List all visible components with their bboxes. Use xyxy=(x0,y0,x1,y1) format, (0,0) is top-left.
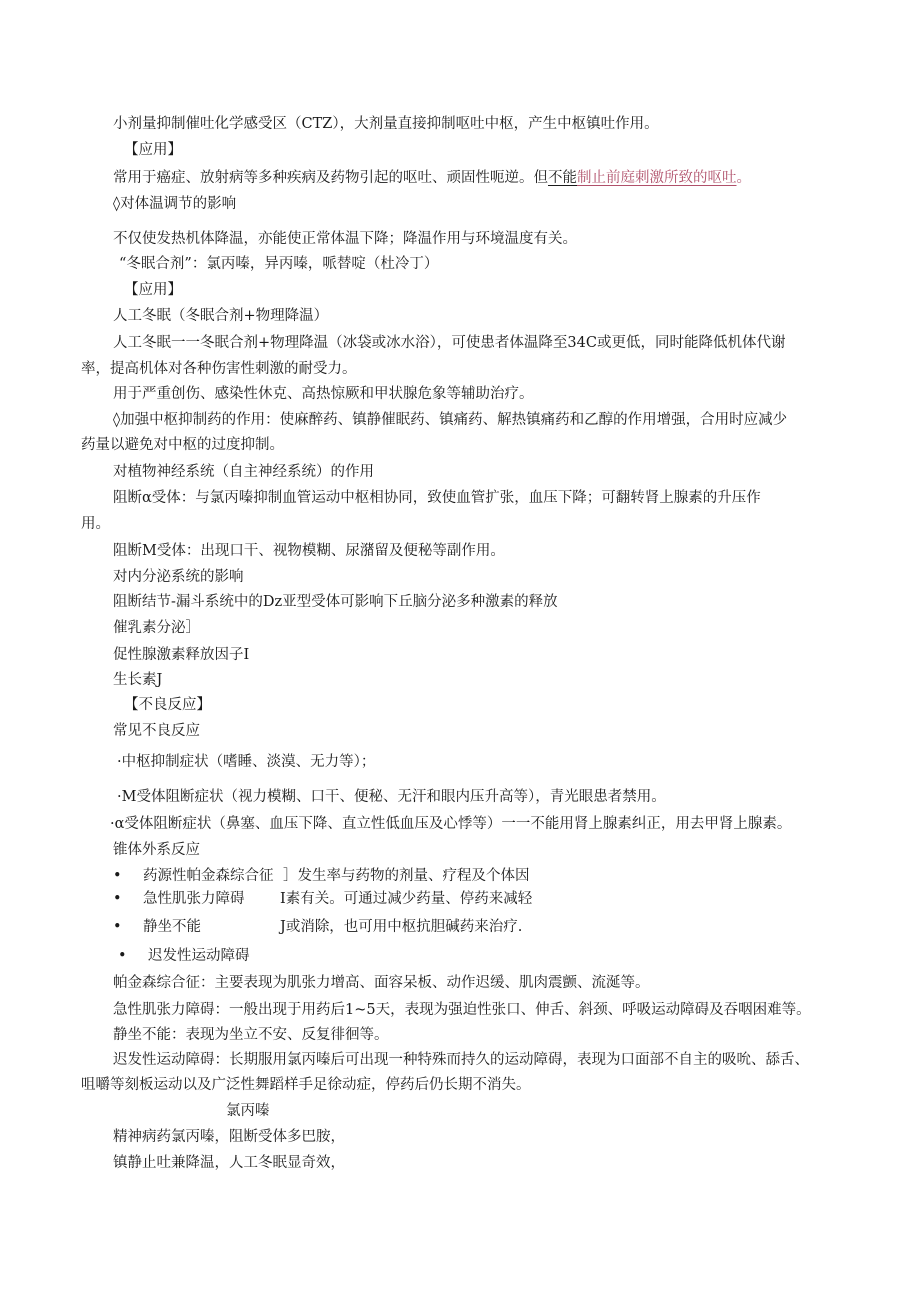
text-line: 率，提高机体对各种伤害性刺激的耐受力。 xyxy=(81,361,357,377)
text-segment: 常用于癌症、放射病等多种疾病及药物引起的呕吐、顽固性呃逆。但 xyxy=(113,170,548,186)
list-item: ·M受体阻断症状（视力模糊、口干、便秘、无汗和眼内压升高等），青光眼患者禁用。 xyxy=(117,789,666,805)
text-line: 用。 xyxy=(81,516,110,532)
text-line xyxy=(113,168,751,188)
text-line: 常见不良反应 xyxy=(113,723,200,739)
bullet-icon: • xyxy=(113,891,122,907)
list-item-label: 药源性帕金森综合征 xyxy=(143,868,274,884)
text-line: 急性肌张力障碍：一般出现于用药后1~5天，表现为强迫性张口、伸舌、斜颈、呼吸运动障碍及吞咽困难等。 xyxy=(113,1002,811,1018)
page-title: 氯丙嗪 xyxy=(226,1103,270,1119)
list-item xyxy=(113,889,533,909)
text-line: 咀嚼等刻板运动以及广泛性舞蹈样手足徐动症，停药后仍长期不消失。 xyxy=(81,1077,531,1093)
text-line: 人工冬眠一一冬眠合剂+物理降温（冰袋或冰水浴），可使患者体温降至34C或更低，同时能降低机体代谢 xyxy=(113,335,786,351)
text-line: 静坐不能：表现为坐立不安、反复徘徊等。 xyxy=(113,1027,389,1043)
text-line: “冬眠合剂”：氯丙嗪，异丙嗪，哌替啶（杜冷丁） xyxy=(119,256,439,272)
list-item-label: 迟发性运动障碍 xyxy=(148,948,250,964)
bullet-icon: • xyxy=(118,948,127,964)
list-item: ·中枢抑制症状（嗜睡、淡漠、无力等）； xyxy=(117,754,376,770)
text-line: 催乳素分泌］ xyxy=(113,620,200,636)
text-line: 阻断α受体：与氯丙嗪抑制血管运动中枢相协同，致使血管扩张，血压下降；可翻转肾上腺素的升压作 xyxy=(113,490,761,506)
list-item-text: I素有关。可通过减少药量、停药来减轻 xyxy=(280,891,533,907)
list-item xyxy=(118,946,250,966)
text-line: 阻断结节-漏斗系统中的Dz亚型受体可影响下丘脑分泌多种激素的释放 xyxy=(113,594,558,610)
text-line: 精神病药氯丙嗪，阻断受体多巴胺， xyxy=(113,1129,345,1145)
list-item-text: ］发生率与药物的剂量、疗程及个体因 xyxy=(283,868,530,884)
section-heading: 【应用】 xyxy=(124,282,182,298)
text-line: 药量以避免对中枢的过度抑制。 xyxy=(81,437,284,453)
section-heading: 【不良反应】 xyxy=(124,697,211,713)
list-item-label: 静坐不能 xyxy=(143,919,201,935)
underlined-text: 不能 xyxy=(548,170,577,186)
section-heading: 锥体外系反应 xyxy=(113,842,200,858)
bullet-icon: • xyxy=(113,919,122,935)
text-line: 不仅使发热机体降温，亦能使正常体温下降；降温作用与环境温度有关。 xyxy=(113,231,577,247)
list-item-text: J或消除，也可用中枢抗胆碱药来治疗. xyxy=(280,919,523,935)
text-segment: 。 xyxy=(736,170,751,186)
list-item-label: 急性肌张力障碍 xyxy=(143,891,245,907)
highlighted-text: 制止前庭刺激所致的呕吐 xyxy=(577,170,737,186)
text-line: 生长素J xyxy=(113,672,163,688)
text-line: 小剂量抑制催吐化学感受区（CTZ），大剂量直接抑制呕吐中枢，产生中枢镇吐作用。 xyxy=(113,116,659,132)
section-heading: ◊对体温调节的影响 xyxy=(113,196,237,212)
bullet-icon: • xyxy=(113,868,122,884)
text-line: ◊加强中枢抑制药的作用：使麻醉药、镇静催眠药、镇痛药、解热镇痛药和乙醇的作用增强，合用时应减少 xyxy=(113,412,788,428)
text-line: 阻断M受体：出现口干、视物模糊、尿潴留及便秘等副作用。 xyxy=(113,543,505,559)
text-line: 人工冬眠（冬眠合剂+物理降温） xyxy=(113,308,329,324)
list-item: ·α受体阻断症状（鼻塞、血压下降、直立性低血压及心悸等）一一不能用肾上腺素纠正，用去甲肾上腺素。 xyxy=(110,816,792,832)
text-line: 迟发性运动障碍：长期服用氯丙嗪后可出现一种特殊而持久的运动障碍，表现为口面部不自主的吸吮、舔舌、 xyxy=(113,1052,809,1068)
text-line: 促性腺激素释放因子I xyxy=(113,647,250,663)
section-heading: 对内分泌系统的影响 xyxy=(113,569,244,585)
text-line: 镇静止吐兼降温，人工冬眠显奇效， xyxy=(113,1155,345,1171)
section-heading: 对植物神经系统（自主神经系统）的作用 xyxy=(113,464,374,480)
list-item xyxy=(113,917,523,937)
list-item xyxy=(113,866,530,886)
text-line: 帕金森综合征：主要表现为肌张力增高、面容呆板、动作迟缓、肌肉震颤、流涎等。 xyxy=(113,975,650,991)
section-heading: 【应用】 xyxy=(124,142,182,158)
text-line: 用于严重创伤、感染性休克、高热惊厥和甲状腺危象等辅助治疗。 xyxy=(113,386,534,402)
